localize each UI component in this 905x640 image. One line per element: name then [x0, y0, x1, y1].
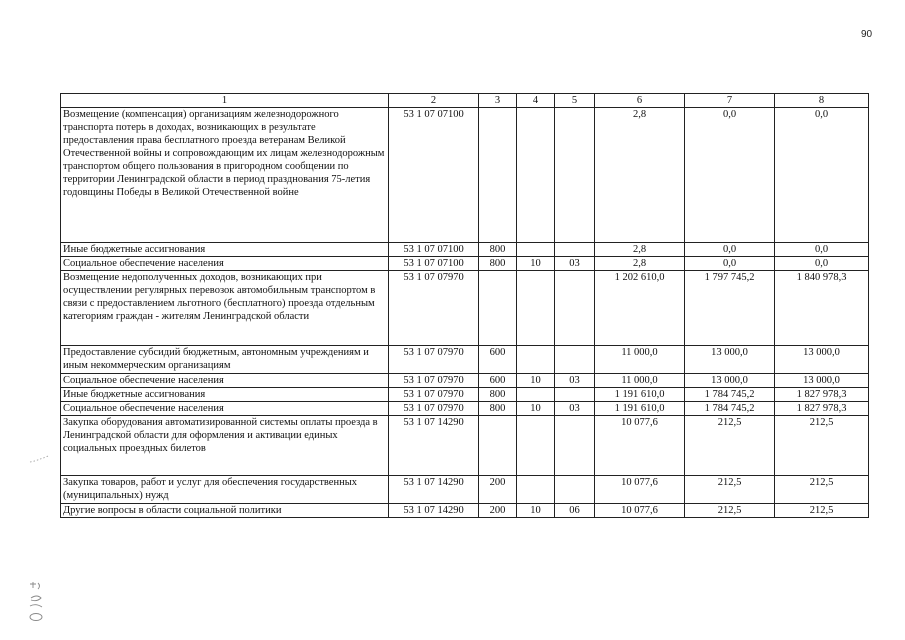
amount-col8: 13 000,0 — [775, 374, 869, 388]
row-name: Другие вопросы в области социальной политики — [61, 504, 389, 518]
table-row — [61, 271, 869, 346]
budget-table — [60, 93, 869, 518]
target-code: 53 1 07 07100 — [389, 243, 479, 257]
table-row — [61, 108, 869, 243]
expense-type: 800 — [479, 243, 517, 257]
amount-col8: 212,5 — [775, 416, 869, 476]
subsection — [555, 108, 595, 243]
header-cell: 1 — [61, 94, 389, 108]
table-row — [61, 346, 869, 374]
subsection — [555, 388, 595, 402]
target-code: 53 1 07 14290 — [389, 504, 479, 518]
row-name: Предоставление субсидий бюджетным, автономным учреждениям и иным некоммерческим организациям — [61, 346, 389, 374]
scan-mark — [28, 452, 50, 470]
header-cell: 4 — [517, 94, 555, 108]
expense-type — [479, 416, 517, 476]
target-code: 53 1 07 07970 — [389, 402, 479, 416]
expense-type: 800 — [479, 388, 517, 402]
amount-col7: 1 784 745,2 — [685, 388, 775, 402]
table-row — [61, 243, 869, 257]
section — [517, 108, 555, 243]
target-code: 53 1 07 07970 — [389, 388, 479, 402]
header-cell: 2 — [389, 94, 479, 108]
row-name: Социальное обеспечение населения — [61, 402, 389, 416]
amount-col7: 0,0 — [685, 257, 775, 271]
row-name: Социальное обеспечение населения — [61, 374, 389, 388]
target-code: 53 1 07 07970 — [389, 271, 479, 346]
header-cell: 7 — [685, 94, 775, 108]
subsection — [555, 346, 595, 374]
amount-col8: 212,5 — [775, 504, 869, 518]
amount-col8: 0,0 — [775, 257, 869, 271]
expense-type: 600 — [479, 346, 517, 374]
section: 10 — [517, 257, 555, 271]
amount-col8: 1 827 978,3 — [775, 388, 869, 402]
handwritten-marks — [27, 580, 51, 630]
table-row — [61, 402, 869, 416]
amount-col8: 1 827 978,3 — [775, 402, 869, 416]
amount-col6: 2,8 — [595, 257, 685, 271]
section: 10 — [517, 402, 555, 416]
table-row — [61, 374, 869, 388]
section — [517, 476, 555, 504]
amount-col6: 11 000,0 — [595, 346, 685, 374]
row-name: Возмещение (компенсация) организациям железнодорожного транспорта потерь в доходах, возникающих в результате предоставления права бесплатного проезда ветеранам Великой Отечественной войны и сопровождающим их лицам железнодорожным транспортом общего пользования в пригородном сообщении по территории Ленинградской области в период празднования 75-летия годовщины Победы в Великой Отечественной войне — [61, 108, 389, 243]
target-code: 53 1 07 07100 — [389, 108, 479, 243]
amount-col7: 212,5 — [685, 416, 775, 476]
amount-col7: 13 000,0 — [685, 346, 775, 374]
header-cell: 8 — [775, 94, 869, 108]
table-row — [61, 257, 869, 271]
row-name: Закупка товаров, работ и услуг для обеспечения государственных (муниципальных) нужд — [61, 476, 389, 504]
amount-col8: 0,0 — [775, 243, 869, 257]
amount-col6: 10 077,6 — [595, 476, 685, 504]
target-code: 53 1 07 07100 — [389, 257, 479, 271]
expense-type: 200 — [479, 504, 517, 518]
table-row — [61, 504, 869, 518]
amount-col7: 1 784 745,2 — [685, 402, 775, 416]
header-cell: 6 — [595, 94, 685, 108]
subsection — [555, 416, 595, 476]
amount-col7: 1 797 745,2 — [685, 271, 775, 346]
amount-col6: 1 191 610,0 — [595, 388, 685, 402]
amount-col7: 0,0 — [685, 243, 775, 257]
target-code: 53 1 07 07970 — [389, 346, 479, 374]
subsection — [555, 243, 595, 257]
amount-col6: 10 077,6 — [595, 416, 685, 476]
subsection: 06 — [555, 504, 595, 518]
amount-col8: 0,0 — [775, 108, 869, 243]
expense-type: 800 — [479, 402, 517, 416]
row-name: Закупка оборудования автоматизированной системы оплаты проезда в Ленинградской области для оформления и активации единых социальных проездных билетов — [61, 416, 389, 476]
amount-col7: 13 000,0 — [685, 374, 775, 388]
amount-col6: 1 191 610,0 — [595, 402, 685, 416]
row-name: Возмещение недополученных доходов, возникающих при осуществлении регулярных перевозок автомобильным транспортом в связи с предоставлением льготного (бесплатного) проезда отдельным категориям граждан - жителям Ленинградской области — [61, 271, 389, 346]
section — [517, 243, 555, 257]
table-row — [61, 388, 869, 402]
row-name: Иные бюджетные ассигнования — [61, 243, 389, 257]
section: 10 — [517, 374, 555, 388]
amount-col7: 212,5 — [685, 504, 775, 518]
expense-type: 200 — [479, 476, 517, 504]
row-name: Социальное обеспечение населения — [61, 257, 389, 271]
subsection: 03 — [555, 257, 595, 271]
section: 10 — [517, 504, 555, 518]
row-name: Иные бюджетные ассигнования — [61, 388, 389, 402]
subsection: 03 — [555, 402, 595, 416]
section — [517, 416, 555, 476]
amount-col6: 1 202 610,0 — [595, 271, 685, 346]
amount-col8: 212,5 — [775, 476, 869, 504]
expense-type: 800 — [479, 257, 517, 271]
section — [517, 346, 555, 374]
table-row — [61, 416, 869, 476]
target-code: 53 1 07 14290 — [389, 476, 479, 504]
expense-type — [479, 271, 517, 346]
expense-type: 600 — [479, 374, 517, 388]
subsection — [555, 271, 595, 346]
header-cell: 3 — [479, 94, 517, 108]
header-cell: 5 — [555, 94, 595, 108]
subsection: 03 — [555, 374, 595, 388]
section — [517, 388, 555, 402]
amount-col6: 2,8 — [595, 243, 685, 257]
amount-col8: 13 000,0 — [775, 346, 869, 374]
amount-col6: 2,8 — [595, 108, 685, 243]
amount-col8: 1 840 978,3 — [775, 271, 869, 346]
target-code: 53 1 07 07970 — [389, 374, 479, 388]
table-row — [61, 476, 869, 504]
amount-col7: 212,5 — [685, 476, 775, 504]
section — [517, 271, 555, 346]
amount-col7: 0,0 — [685, 108, 775, 243]
header-row — [61, 94, 869, 108]
subsection — [555, 476, 595, 504]
amount-col6: 10 077,6 — [595, 504, 685, 518]
expense-type — [479, 108, 517, 243]
target-code: 53 1 07 14290 — [389, 416, 479, 476]
amount-col6: 11 000,0 — [595, 374, 685, 388]
page-number: 90 — [861, 29, 873, 40]
